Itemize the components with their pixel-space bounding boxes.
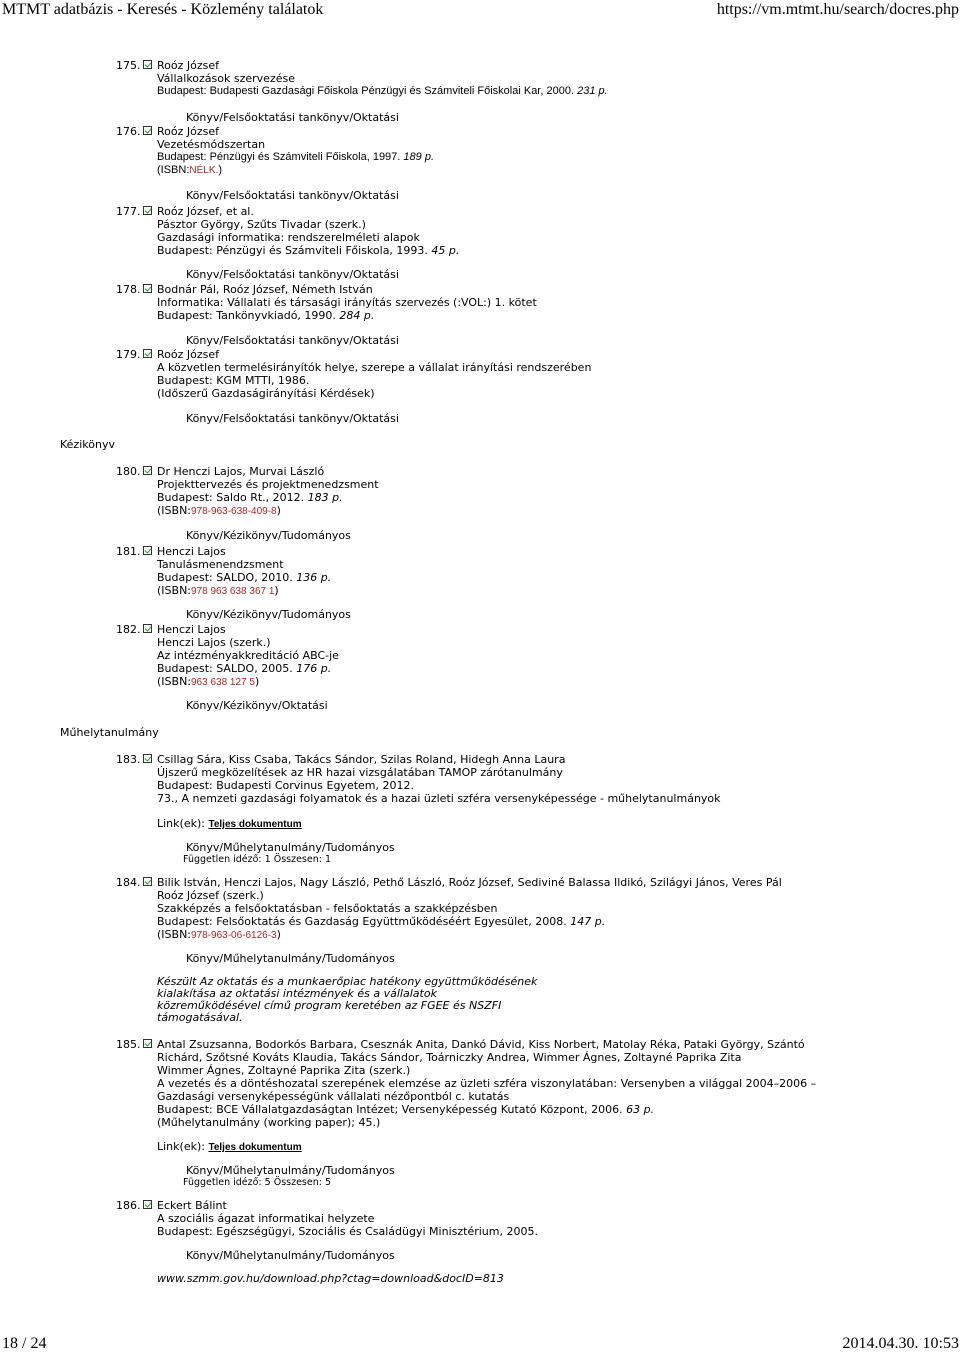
entry-publisher: Budapest: KGM MTTI, 1986. [157,374,310,387]
entry-kind: Könyv/Műhelytanulmány/Tudományos [186,952,395,965]
entry-authors: Roóz József, et al. [157,205,254,218]
entry-kind: Könyv/Műhelytanulmány/Tudományos [186,1249,395,1262]
entry-title: Vállalkozások szervezése [157,72,295,85]
select-checkbox[interactable] [143,754,152,763]
entry-kind: Könyv/Kézikönyv/Tudományos [186,608,351,621]
entry-number: 179. [116,348,141,361]
select-checkbox[interactable] [143,126,152,135]
entry-authors: Bodnár Pál, Roóz József, Németh István [157,283,373,296]
entry-kind: Könyv/Kézikönyv/Tudományos [186,529,351,542]
entry-number: 186. [116,1199,141,1212]
entry-pages: 147 p. [570,915,606,928]
list-item [0,753,960,865]
full-document-link[interactable]: Teljes dokumentum [208,1142,302,1153]
entry-pages: 136 p. [296,571,332,584]
entry-publisher: Budapest: Tankönyvkiadó, 1990. [157,309,336,322]
list-item [0,1038,960,1188]
print-footer [0,1333,960,1357]
entry-pages: 63 p. [626,1103,655,1116]
page-number: 18 / 24 [2,1335,47,1352]
entry-title: Vezetésmódszertan [157,138,266,151]
entry-number: 177. [116,205,141,218]
entry-kind: Könyv/Felsőoktatási tankönyv/Oktatási [186,268,399,281]
entry-authors: Roóz József [157,59,219,72]
entry-note: Készült Az oktatás és a munkaerőpiac hatékony együttműködésének kialakítása az oktatási intézmények és a vállalatok közreműködésével című program keretében az FGEE és NSZFI támogatásával. [157,975,538,1024]
entry-kind: Könyv/Műhelytanulmány/Tudományos [186,841,395,854]
entry-publisher: Budapest: Pénzügyi és Számviteli Főiskola, 1997. [157,151,401,163]
list-item [0,59,960,134]
entry-citations: Független idéző: 5 Összesen: 5 [183,1177,332,1188]
entry-links: Link(ek): Teljes dokumentum [157,1140,302,1153]
entry-publisher: Budapest: BCE Vállalatgazdaságtan Intézet; Versenyképesség Kutató Központ, 2006. [157,1103,623,1116]
list-item [0,283,960,353]
entry-pages: 45 p. [431,244,460,257]
entry-authors: Antal Zsuzsanna, Bodorkós Barbara, Csesznák Anita, Dankó Dávid, Kiss Norbert, Matolay Réka, Pataki György, Szántó Richárd, Szőtsné Kováts Klaudia, Takács Sándor, Toárniczky Andrea, Wimmer Ágnes, Zoltayné Paprika Zita [157,1038,805,1064]
select-checkbox[interactable] [143,349,152,358]
list-item: 180. Dr Henczi Lajos, Murvai László Projekttervezés és projektmenedzsment Budapest: Saldo Rt., 2012. 183 p. (ISBN:978-963-638-409-8) Könyv/Kézikönyv/Tudományos [0,465,960,540]
entry-isbn: NÉLK. [189,165,219,176]
entry-number: 181. [116,545,141,558]
list-item: 182. Henczi Lajos Henczi Lajos (szerk.) Az intézményakkreditáció ABC-je Budapest: SALDO, 2005. 176 p. (ISBN:963 638 127 5) Könyv/Kézikönyv/Oktatási [0,623,960,715]
select-checkbox[interactable] [143,624,152,633]
entry-publisher: Budapest: Saldo Rt., 2012. [157,491,305,504]
entry-kind: Könyv/Felsőoktatási tankönyv/Oktatási [186,189,399,202]
entry-isbn: 978 963 638 367 1 [191,586,275,597]
select-checkbox[interactable] [143,284,152,293]
entry-number: 183. [116,753,141,766]
entry-isbn: 963 638 127 5 [191,677,255,688]
section-heading-kezikonyv: Kézikönyv [60,438,115,451]
list-item: 181. Henczi Lajos Tanulásmenendzsment Budapest: SALDO, 2010. 136 p. (ISBN:978 963 638 367 1) Könyv/Kézikönyv/Tudományos [0,545,960,620]
entry-number: 178. [116,283,141,296]
select-checkbox[interactable] [143,206,152,215]
list-item [0,205,960,280]
entry-number: 175. [116,59,141,72]
entry-publisher: Budapest: Budapesti Corvinus Egyetem, 2012. [157,779,414,792]
entry-kind: Könyv/Felsőoktatási tankönyv/Oktatási [186,334,399,347]
entry-pages: 231 p. [577,85,608,97]
entry-authors: Henczi Lajos [157,623,226,636]
entry-number: 185. [116,1038,141,1051]
page-url: https://vm.mtmt.hu/search/docres.php [716,1,959,18]
entry-editors: Henczi Lajos (szerk.) [157,636,271,649]
full-document-link[interactable]: Teljes dokumentum [208,819,302,830]
entry-title: Tanulásmenendzsment [157,558,284,571]
entry-editors: Wimmer Ágnes, Zoltayné Paprika Zita (szerk.) [157,1064,411,1077]
entry-editors: Roóz József (szerk.) [157,889,264,902]
entry-authors: Eckert Bálint [157,1199,227,1212]
page-title: MTMT adatbázis - Keresés - Közlemény találatok [2,1,324,18]
entry-pages: 284 p. [339,309,375,322]
entry-series: (Időszerű Gazdaságirányítási Kérdések) [157,387,375,400]
select-checkbox[interactable] [143,60,152,69]
print-datetime: 2014.04.30. 10:53 [842,1335,959,1352]
entry-pages: 176 p. [296,662,332,675]
entry-number: 184. [116,876,141,889]
entry-isbn: 978-963-638-409-8 [191,506,277,517]
select-checkbox[interactable] [143,1200,152,1209]
entry-publisher: Budapest: Egészségügyi, Szociális és Családügyi Minisztérium, 2005. [157,1225,538,1238]
entry-pages: 183 p. [307,491,343,504]
select-checkbox[interactable] [143,546,152,555]
entry-number: 182. [116,623,141,636]
print-header [0,0,960,22]
entry-title: A szociális ágazat informatikai helyzete [157,1212,375,1225]
entry-title: A közvetlen termelésirányítók helye, szerepe a vállalat irányítási rendszerében [157,361,592,374]
entry-authors: Dr Henczi Lajos, Murvai László [157,465,325,478]
entry-note [157,1273,504,1285]
entry-publisher: Budapest: Pénzügyi és Számviteli Főiskola, 1993. [157,244,428,257]
entry-publisher: Budapest: SALDO, 2005. [157,662,293,675]
entry-publisher: Budapest: Felsőoktatás és Gazdaság Együttműködéséért Egyesület, 2008. [157,915,567,928]
entry-kind: Könyv/Felsőoktatási tankönyv/Oktatási [186,111,399,124]
entry-publisher: Budapest: Budapesti Gazdasági Főiskola Pénzügyi és Számviteli Főiskolai Kar, 2000. [157,85,575,97]
entry-number: 176. [116,125,141,138]
entry-title: Az intézményakkreditáció ABC-je [157,649,339,662]
entry-title: Újszerű megközelítések az HR hazai vizsgálatában TAMOP zárótanulmány [157,766,563,779]
entry-authors: Roóz József [157,125,219,138]
entry-number: 180. [116,465,141,478]
entry-series: (Műhelytanulmány (working paper); 45.) [157,1116,381,1129]
entry-pages: 189 p. [403,151,435,163]
section-heading-muhelytanulmany: Műhelytanulmány [60,726,159,739]
entry-kind: Könyv/Kézikönyv/Oktatási [186,699,328,712]
select-checkbox[interactable] [143,466,152,475]
entry-editors: Pásztor György, Szűts Tivadar (szerk.) [157,218,366,231]
entry-title: Gazdasági informatika: rendszerelméleti alapok [157,231,420,244]
entry-title: Szakképzés a felsőoktatásban - felsőoktatás a szakképzésben [157,902,498,915]
entry-authors: Henczi Lajos [157,545,226,558]
select-checkbox[interactable] [143,1039,152,1048]
list-item [0,348,960,428]
entry-publisher: Budapest: SALDO, 2010. [157,571,293,584]
entry-kind: Könyv/Felsőoktatási tankönyv/Oktatási [186,412,399,425]
list-item: 176. Roóz József Vezetésmódszertan Budapest: Pénzügyi és Számviteli Főiskola, 1997. 189 p. (ISBN:NÉLK.) Könyv/Felsőoktatási tankönyv/Oktatási [0,125,960,200]
entry-authors: Bilik István, Henczi Lajos, Nagy László, Pethő László, Roóz József, Sediviné Balassa Ildikó, Szilágyi János, Veres Pál [157,876,782,889]
select-checkbox[interactable] [143,877,152,886]
entry-title: Informatika: Vállalati és társasági irányítás szervezés (:VOL:) 1. kötet [157,296,537,309]
list-item: 184. Bilik István, Henczi Lajos, Nagy László, Pethő László, Roóz József, Sediviné Balassa Ildikó, Szilágyi János, Veres Pál Roóz József (szerk.) Szakképzés a felsőoktatásban - felsőoktatás a szakképzésben Budapest: Felsőoktatás és Gazdaság Együttműködéséért Egyesület, 2008. 147 p. (ISBN:978-963-06-6126-3) Könyv/Műhelytanulmány/Tudományos Készült Az oktatás és a munkaerőpiac hatékony együttműködésének kialakítása az oktatási intézmények és a vállalatok közreműködésével című program keretében az FGEE és NSZFI támogatásával. [0,876,960,1026]
entry-citations: Független idéző: 1 Összesen: 1 [183,854,332,865]
list-item [0,1199,960,1289]
entry-isbn: 978-963-06-6126-3 [191,930,277,941]
entry-series: 73., A nemzeti gazdasági folyamatok és a hazai üzleti szféra versenyképessége - műhelytanulmányok [157,792,721,805]
entry-url: www.szmm.gov.hu/download.php?ctag=download&docID=813 [157,1272,504,1285]
entry-links: Link(ek): Teljes dokumentum [157,817,302,830]
entry-authors: Csillag Sára, Kiss Csaba, Takács Sándor, Szilas Roland, Hidegh Anna Laura [157,753,566,766]
entry-title: A vezetés és a döntéshozatal szerepének elemzése az üzleti szféra viszonylatában: Versenyben a világgal 2004–2006 – Gazdasági versenyképességünk vállalati nézőpontból c. kutatás [157,1077,817,1103]
entry-authors: Roóz József [157,348,219,361]
entry-title: Projekttervezés és projektmenedzsment [157,478,379,491]
entry-kind: Könyv/Műhelytanulmány/Tudományos [186,1164,395,1177]
